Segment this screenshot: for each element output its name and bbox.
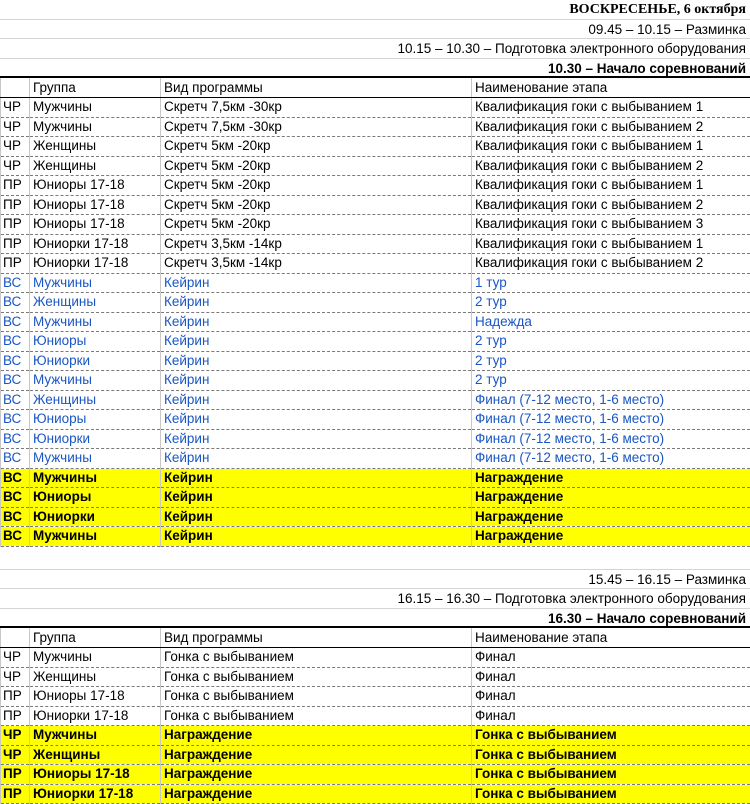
cell-group: Юниоры 17-18 xyxy=(30,215,161,235)
table-row xyxy=(1,195,750,215)
cell-group: Юниорки 17-18 xyxy=(30,784,161,804)
cell-group: Юниоры xyxy=(30,488,161,508)
cell-group: Юниоры xyxy=(30,410,161,430)
cell-program: Скретч 5км -20кр xyxy=(161,156,472,176)
cell-program: Кейрин xyxy=(161,390,472,410)
table-row xyxy=(1,745,750,765)
table-row xyxy=(1,312,750,332)
table-row xyxy=(1,390,750,410)
table-row xyxy=(1,293,750,313)
cell-group: Мужчины xyxy=(30,726,161,746)
table-row xyxy=(1,706,750,726)
cell-program: Скретч 5км -20кр xyxy=(161,215,472,235)
cell-stage: Квалификация гоки с выбыванием 1 xyxy=(472,137,750,157)
morning-warmup: 09.45 – 10.15 – Разминка xyxy=(0,20,750,40)
cell-group: Женщины xyxy=(30,667,161,687)
cell-program: Скретч 3,5км -14кр xyxy=(161,234,472,254)
cell-stage: Гонка с выбыванием xyxy=(472,726,750,746)
cell-stage: Надежда xyxy=(472,312,750,332)
table-row xyxy=(1,410,750,430)
cell-program: Кейрин xyxy=(161,527,472,547)
cell-code: ВС xyxy=(1,293,30,313)
table-row xyxy=(1,429,750,449)
cell-program: Награждение xyxy=(161,784,472,804)
cell-group: Юниоры 17-18 xyxy=(30,195,161,215)
cell-code: ПР xyxy=(1,254,30,274)
table-row xyxy=(1,667,750,687)
cell-stage: Награждение xyxy=(472,488,750,508)
cell-code: ЧР xyxy=(1,117,30,137)
cell-group: Мужчины xyxy=(30,527,161,547)
cell-program: Гонка с выбыванием xyxy=(161,667,472,687)
cell-group: Юниоры 17-18 xyxy=(30,765,161,785)
cell-program: Кейрин xyxy=(161,507,472,527)
cell-group: Юниоры 17-18 xyxy=(30,176,161,196)
day-title: ВОСКРЕСЕНЬЕ, 6 октября xyxy=(0,0,750,20)
cell-group: Мужчины xyxy=(30,648,161,668)
cell-group: Юниорки xyxy=(30,507,161,527)
cell-stage: 2 тур xyxy=(472,351,750,371)
header-program: Вид программы xyxy=(161,628,472,648)
cell-group: Юниорки 17-18 xyxy=(30,254,161,274)
cell-program: Награждение xyxy=(161,765,472,785)
cell-code: ВС xyxy=(1,429,30,449)
cell-program: Скретч 3,5км -14кр xyxy=(161,254,472,274)
cell-program: Кейрин xyxy=(161,488,472,508)
cell-code: ПР xyxy=(1,234,30,254)
cell-program: Кейрин xyxy=(161,429,472,449)
header-program: Вид программы xyxy=(161,78,472,98)
table-row xyxy=(1,488,750,508)
table-row xyxy=(1,117,750,137)
cell-group: Юниоры 17-18 xyxy=(30,687,161,707)
cell-code: ВС xyxy=(1,449,30,469)
cell-stage: Квалификация гоки с выбыванием 2 xyxy=(472,117,750,137)
cell-stage: 2 тур xyxy=(472,371,750,391)
cell-group: Мужчины xyxy=(30,273,161,293)
header-code xyxy=(1,628,30,648)
cell-code: ВС xyxy=(1,410,30,430)
cell-code: ЧР xyxy=(1,156,30,176)
cell-code: ПР xyxy=(1,176,30,196)
cell-program: Кейрин xyxy=(161,351,472,371)
cell-program: Награждение xyxy=(161,726,472,746)
cell-program: Кейрин xyxy=(161,468,472,488)
cell-group: Мужчины xyxy=(30,117,161,137)
cell-stage: Финал xyxy=(472,687,750,707)
cell-stage: Квалификация гоки с выбыванием 2 xyxy=(472,156,750,176)
cell-code: ЧР xyxy=(1,648,30,668)
cell-stage: Квалификация гоки с выбыванием 1 xyxy=(472,98,750,118)
cell-code: ЧР xyxy=(1,667,30,687)
morning-prep: 10.15 – 10.30 – Подготовка электронного оборудования xyxy=(0,39,750,59)
table-row xyxy=(1,254,750,274)
cell-stage: Финал xyxy=(472,667,750,687)
cell-program: Скретч 5км -20кр xyxy=(161,176,472,196)
cell-code: ЧР xyxy=(1,726,30,746)
cell-program: Скретч 7,5км -30кр xyxy=(161,98,472,118)
cell-code: ЧР xyxy=(1,745,30,765)
cell-stage: Финал (7-12 место, 1-6 место) xyxy=(472,410,750,430)
evening-start: 16.30 – Начало соревнований xyxy=(0,609,750,629)
table-row xyxy=(1,332,750,352)
cell-code: ВС xyxy=(1,332,30,352)
cell-code: ВС xyxy=(1,312,30,332)
cell-program: Кейрин xyxy=(161,410,472,430)
table-row xyxy=(1,765,750,785)
cell-group: Юниорки xyxy=(30,351,161,371)
cell-code: ВС xyxy=(1,468,30,488)
table-row xyxy=(1,234,750,254)
cell-program: Кейрин xyxy=(161,293,472,313)
cell-group: Юниорки xyxy=(30,429,161,449)
evening-warmup: 15.45 – 16.15 – Разминка xyxy=(0,570,750,590)
cell-stage: Награждение xyxy=(472,527,750,547)
cell-code: ЧР xyxy=(1,98,30,118)
cell-stage: Гонка с выбыванием xyxy=(472,784,750,804)
table-row xyxy=(1,687,750,707)
morning-start: 10.30 – Начало соревнований xyxy=(0,59,750,79)
cell-program: Скретч 5км -20кр xyxy=(161,195,472,215)
table-row xyxy=(1,176,750,196)
cell-code: ПР xyxy=(1,706,30,726)
cell-code: ВС xyxy=(1,488,30,508)
table-row xyxy=(1,215,750,235)
header-code xyxy=(1,78,30,98)
table-row xyxy=(1,156,750,176)
cell-stage: Награждение xyxy=(472,507,750,527)
cell-program: Кейрин xyxy=(161,371,472,391)
cell-code: ВС xyxy=(1,273,30,293)
cell-stage: Финал (7-12 место, 1-6 место) xyxy=(472,449,750,469)
cell-group: Мужчины xyxy=(30,371,161,391)
cell-program: Награждение xyxy=(161,745,472,765)
cell-stage: Квалификация гоки с выбыванием 1 xyxy=(472,176,750,196)
cell-group: Юниоры xyxy=(30,332,161,352)
header-stage: Наименование этапа xyxy=(472,628,750,648)
table-row xyxy=(1,371,750,391)
evening-prep: 16.15 – 16.30 – Подготовка электронного оборудования xyxy=(0,589,750,609)
table-row xyxy=(1,98,750,118)
cell-group: Мужчины xyxy=(30,98,161,118)
cell-program: Скретч 5км -20кр xyxy=(161,137,472,157)
cell-stage: Финал (7-12 место, 1-6 место) xyxy=(472,429,750,449)
cell-code: ПР xyxy=(1,784,30,804)
cell-program: Гонка с выбыванием xyxy=(161,648,472,668)
table-header-row xyxy=(1,78,750,98)
cell-stage: Финал xyxy=(472,648,750,668)
cell-group: Юниорки 17-18 xyxy=(30,706,161,726)
cell-program: Кейрин xyxy=(161,332,472,352)
cell-program: Кейрин xyxy=(161,273,472,293)
cell-stage: 1 тур xyxy=(472,273,750,293)
cell-group: Мужчины xyxy=(30,468,161,488)
cell-program: Кейрин xyxy=(161,449,472,469)
table-row xyxy=(1,468,750,488)
header-group: Группа xyxy=(30,628,161,648)
cell-stage: Квалификация гоки с выбыванием 2 xyxy=(472,195,750,215)
cell-code: ПР xyxy=(1,687,30,707)
cell-code: ВС xyxy=(1,527,30,547)
cell-group: Женщины xyxy=(30,137,161,157)
cell-code: ПР xyxy=(1,765,30,785)
cell-program: Гонка с выбыванием xyxy=(161,687,472,707)
cell-group: Женщины xyxy=(30,745,161,765)
table-row xyxy=(1,137,750,157)
cell-program: Гонка с выбыванием xyxy=(161,706,472,726)
cell-code: ВС xyxy=(1,507,30,527)
section-spacer xyxy=(0,547,750,570)
cell-code: ВС xyxy=(1,351,30,371)
cell-code: ПР xyxy=(1,215,30,235)
table-row xyxy=(1,351,750,371)
cell-group: Мужчины xyxy=(30,449,161,469)
cell-stage: Награждение xyxy=(472,468,750,488)
header-stage: Наименование этапа xyxy=(472,78,750,98)
cell-code: ПР xyxy=(1,195,30,215)
cell-code: ЧР xyxy=(1,137,30,157)
table-row xyxy=(1,449,750,469)
morning-table xyxy=(0,78,750,547)
table-row xyxy=(1,507,750,527)
cell-group: Мужчины xyxy=(30,312,161,332)
cell-group: Женщины xyxy=(30,390,161,410)
table-row xyxy=(1,273,750,293)
cell-code: ВС xyxy=(1,390,30,410)
cell-stage: Финал xyxy=(472,706,750,726)
cell-stage: Квалификация гоки с выбыванием 2 xyxy=(472,254,750,274)
cell-stage: Финал (7-12 место, 1-6 место) xyxy=(472,390,750,410)
table-row xyxy=(1,726,750,746)
table-row xyxy=(1,648,750,668)
cell-group: Женщины xyxy=(30,293,161,313)
cell-stage: Гонка с выбыванием xyxy=(472,765,750,785)
cell-group: Женщины xyxy=(30,156,161,176)
evening-table xyxy=(0,628,750,804)
header-group: Группа xyxy=(30,78,161,98)
cell-program: Скретч 7,5км -30кр xyxy=(161,117,472,137)
cell-stage: 2 тур xyxy=(472,332,750,352)
cell-stage: Квалификация гоки с выбыванием 3 xyxy=(472,215,750,235)
cell-stage: 2 тур xyxy=(472,293,750,313)
cell-code: ВС xyxy=(1,371,30,391)
cell-stage: Гонка с выбыванием xyxy=(472,745,750,765)
cell-program: Кейрин xyxy=(161,312,472,332)
cell-stage: Квалификация гоки с выбыванием 1 xyxy=(472,234,750,254)
table-row xyxy=(1,527,750,547)
table-header-row xyxy=(1,628,750,648)
cell-group: Юниорки 17-18 xyxy=(30,234,161,254)
